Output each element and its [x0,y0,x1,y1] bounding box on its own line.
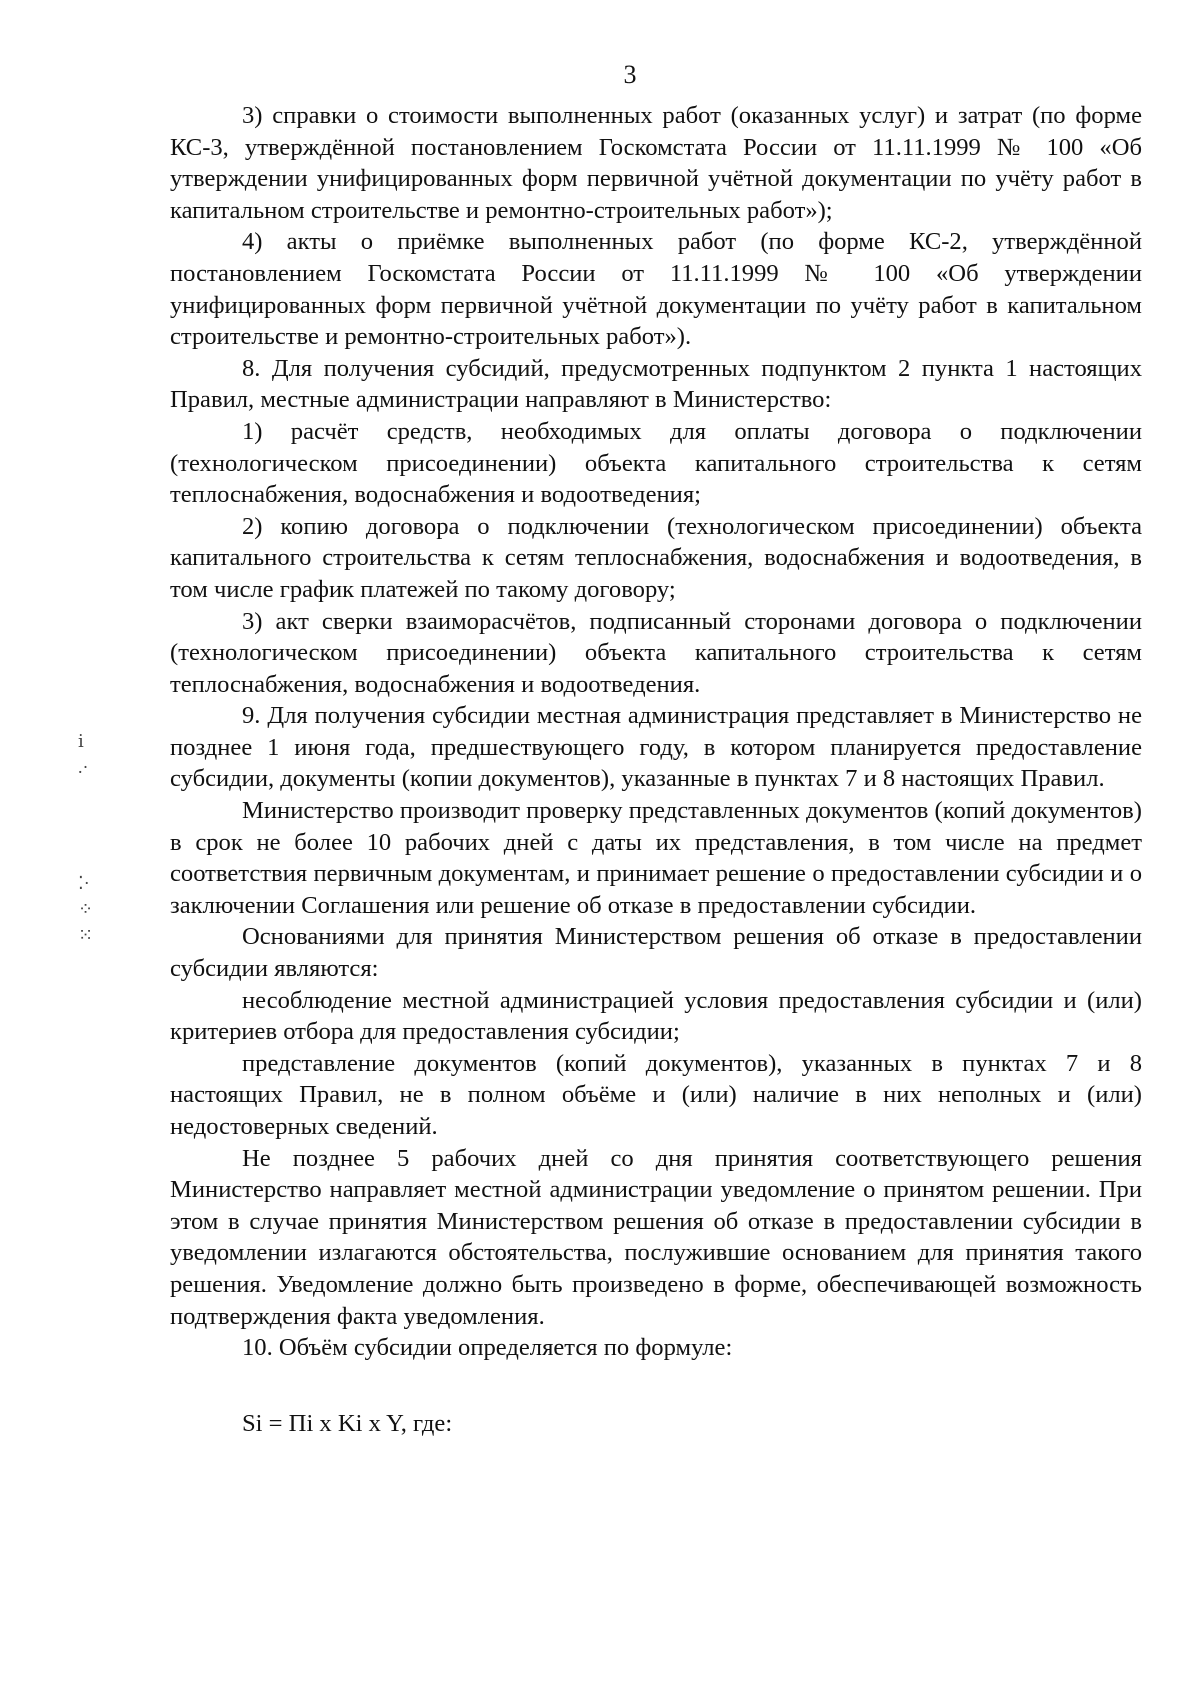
scan-mark-gap [78,782,108,872]
paragraph-9-ground-1: несоблюдение местной администрацией условия предоставления субсидии и (или) критериев отбора для предоставления субсидии; [170,986,1142,1046]
scan-margin-marks [78,730,108,950]
paragraph-9-notice: Не позднее 5 рабочих дней со дня принятия соответствующего решения Министерство направляет местной администрации уведомление о принятом решении. При этом в случае принятия Министерством решения об отказе в предоставлении субсидии в уведомлении излагаются обстоятельства, послужившие основанием для принятия такого решения. Уведомление должно быть произведено в форме, обеспечивающей возможность подтверждения факта уведомления. [170,1144,1142,1330]
document-body [170,100,1142,1439]
paragraph-10: 10. Объём субсидии определяется по формуле: [242,1334,733,1362]
paragraph-8-2: 2) копию договора о подключении (технологическом присоединении) объекта капитального строительства к сетям теплоснабжения, водоснабжения и водоотведения, в том числе график платежей по такому договору; [170,512,1142,603]
formula-spacer [170,1364,1142,1408]
scan-mark: ⁚· [78,873,90,893]
paragraph-8-1: 1) расчёт средств, необходимых для оплаты договора о подключении (технологическом присоединении) объекта капитального строительства к сетям теплоснабжения, водоснабжения и водоотведения; [170,417,1142,509]
scan-mark: ⁙ [78,925,94,945]
paragraph-8: 8. Для получения субсидий, предусмотренных подпунктом 2 пункта 1 настоящих Правил, местные администрации направляют в Министерство: [170,354,1142,414]
paragraph-7-4: 4) акты о приёмке выполненных работ (по форме КС-2, утверждённой постановлением Госкомстата России от 11.11.1999 № 100 «Об утверждении унифицированных форм первичной учётной документации по учёту работ в капитальном строительстве и ремонтно-строительных работ»). [170,228,1142,351]
page-number: 3 [623,60,637,89]
paragraph-7-3: 3) справки о стоимости выполненных работ (оказанных услуг) и затрат (по форме КС-3, утверждённой постановлением Госкомстата России от 11.11.1999 № 100 «Об утверждении унифицированных форм первичной учётной документации по учёту работ в капитальном строительстве и ремонтно-строительных работ»); [170,102,1142,224]
scan-mark: ⅰ [78,731,84,751]
paragraph-9-grounds: Основаниями для принятия Министерством решения об отказе в предоставлении субсидии являются: [170,923,1142,983]
paragraph-8-3: 3) акт сверки взаиморасчётов, подписанный сторонами договора о подключении (технологическом присоединении) объекта капитального строительства к сетям теплоснабжения, водоснабжения и водоотведения. [170,607,1142,698]
scan-mark: .· [78,757,89,777]
paragraph-9-ground-2: представление документов (копий документов), указанных в пунктах 7 и 8 настоящих Правил, не в полном объёме и (или) наличие в них неполных и (или) недостоверных сведений. [170,1049,1142,1140]
subsidy-formula: Si = Пi x Ki x Y, где: [242,1409,453,1437]
paragraph-9-review: Министерство производит проверку представленных документов (копий документов) в срок не более 10 рабочих дней с даты их представления, в том числе на предмет соответствия первичным документам, и принимает решение о предоставлении субсидии и о заключении Соглашения или решение об отказе в предоставлении субсидии. [170,797,1142,919]
scan-mark: ⁘ [78,899,94,919]
paragraph-9: 9. Для получения субсидии местная администрация представляет в Министерство не позднее 1 июня года, предшествующего году, в котором планируется предоставление субсидии, документы (копии документов), указанные в пунктах 7 и 8 настоящих Правил. [170,702,1142,793]
